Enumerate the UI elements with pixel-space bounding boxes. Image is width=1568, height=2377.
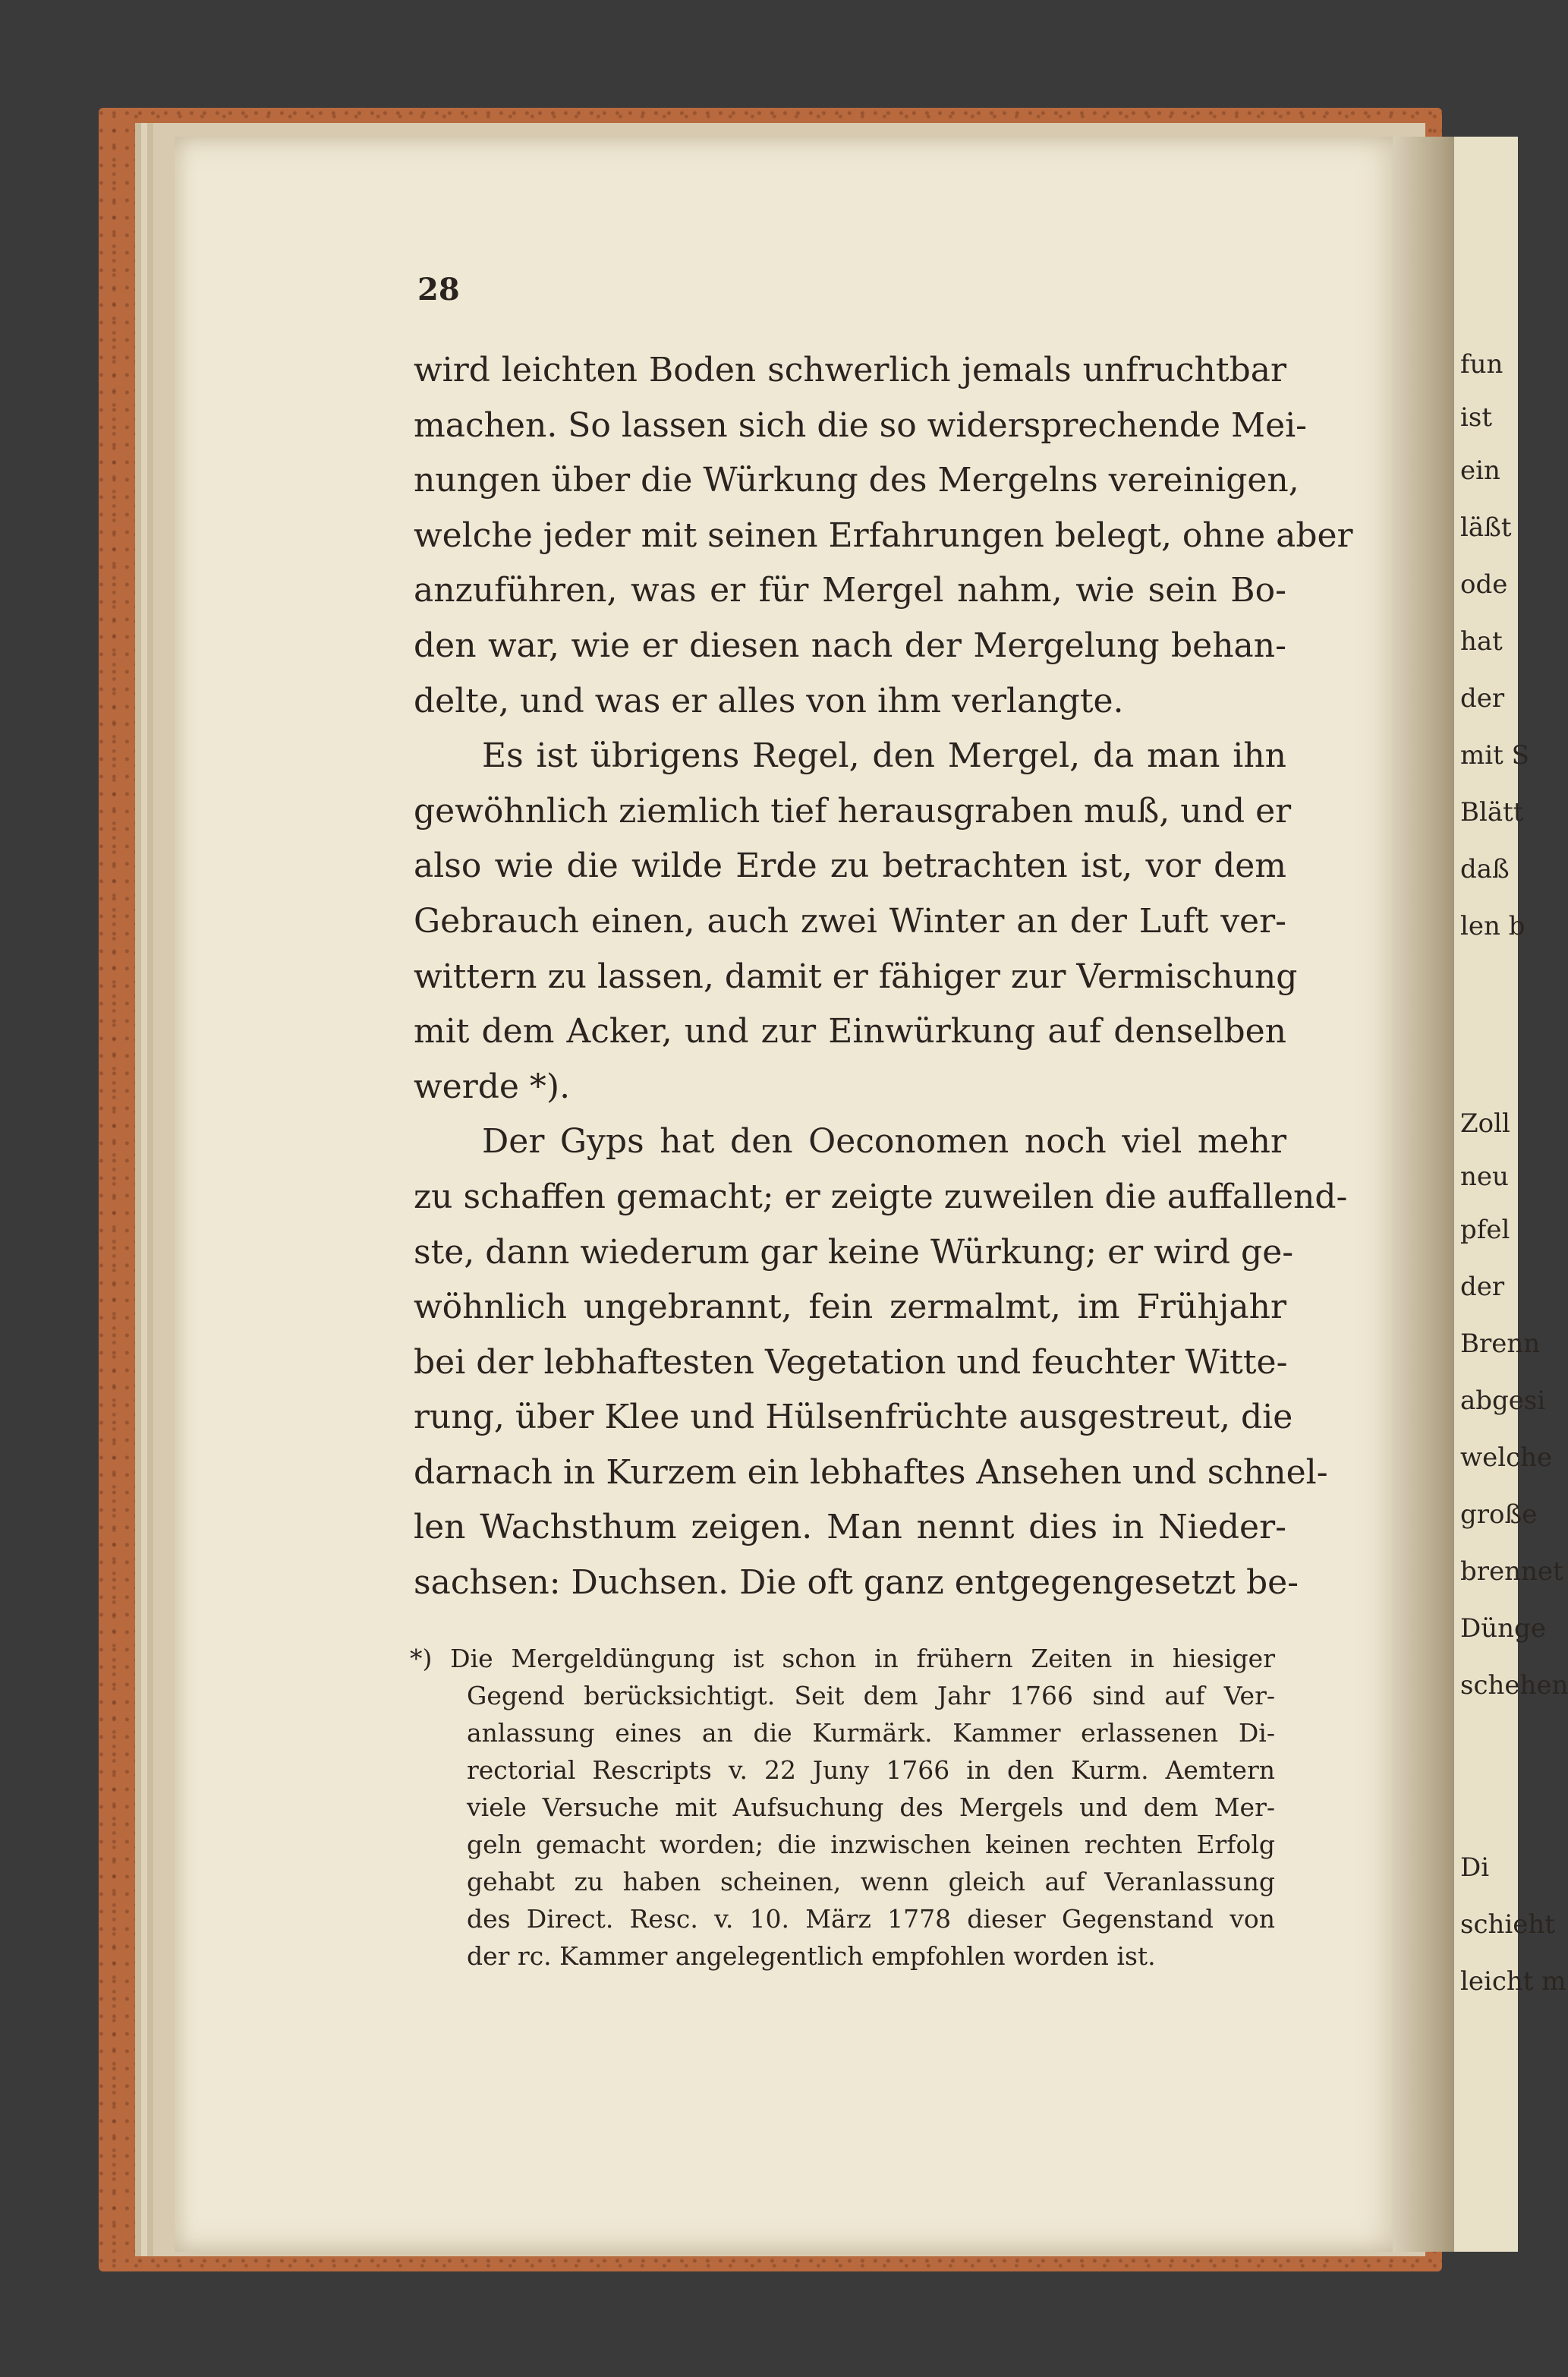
body-line: Gebrauch einen, auch zwei Winter an der Luft ver- [414, 901, 1286, 941]
footnote-line: *) Die Mergeldüngung ist schon in frühern Zeiten in hiesiger [410, 1644, 1275, 1673]
book-page-right-fragment [1454, 137, 1568, 2252]
body-line: also wie die wilde Erde zu betrachten ist, vor dem [414, 846, 1286, 886]
next-page-fragment: hat [1460, 626, 1503, 657]
footnote [410, 1640, 1275, 1975]
next-page-fragment: leicht m [1460, 1966, 1566, 1997]
next-page-fragment: schieht [1460, 1909, 1555, 1940]
next-page-fragment: Blätt [1460, 797, 1524, 828]
body-line: den war, wie er diesen nach der Mergelung behan- [414, 626, 1286, 665]
body-line: delte, und was er alles von ihm verlangte. [414, 681, 1124, 720]
next-page-fragment: der [1460, 1272, 1505, 1302]
body-line: wöhnlich ungebrannt, fein zermalmt, im Frühjahr [414, 1288, 1286, 1327]
footnote-line: des Direct. Resc. v. 10. März 1778 dieser Gegenstand von [467, 1904, 1275, 1934]
body-line: Der Gyps hat den Oeconomen noch viel mehr [482, 1122, 1286, 1162]
body-line: anzuführen, was er für Mergel nahm, wie sein Bo- [414, 571, 1286, 610]
body-line: wittern zu lassen, damit er fähiger zur Vermischung [414, 957, 1298, 996]
page-number: 28 [417, 272, 460, 307]
body-line: nungen über die Würkung des Mergelns vereinigen, [414, 461, 1299, 500]
next-page-fragment: Di [1460, 1852, 1490, 1883]
next-page-fragment: Zoll [1460, 1108, 1510, 1139]
body-line: len Wachsthum zeigen. Man nennt dies in Nieder- [414, 1508, 1286, 1547]
body-line: bei der lebhaftesten Vegetation und feuchter Witte- [414, 1342, 1288, 1382]
footnote-line: der rc. Kammer angelegentlich empfohlen worden ist. [467, 1941, 1156, 1971]
body-text [414, 343, 1353, 1611]
next-page-fragment: ode [1460, 569, 1508, 600]
next-page-fragment: läßt [1460, 512, 1512, 543]
footnote-line: viele Versuche mit Aufsuchung des Mergels und dem Mer- [467, 1792, 1275, 1822]
next-page-fragment: fun [1460, 349, 1503, 380]
next-page-fragment: neu [1460, 1162, 1509, 1192]
body-line: darnach in Kurzem ein lebhaftes Ansehen und schnel- [414, 1452, 1328, 1492]
next-page-fragment: der [1460, 683, 1505, 714]
next-page-fragment: Brenn [1460, 1329, 1541, 1359]
next-page-fragment: welche [1460, 1442, 1553, 1473]
next-page-fragment: brennet [1460, 1556, 1563, 1587]
next-page-fragment: schehen [1460, 1670, 1568, 1701]
body-line: welche jeder mit seinen Erfahrungen belegt, ohne aber [414, 515, 1353, 555]
body-line: gewöhnlich ziemlich tief herausgraben muß, und er [414, 791, 1292, 831]
footnote-line: gehabt zu haben scheinen, wenn gleich auf Veranlassung [467, 1867, 1275, 1896]
body-line: mit dem Acker, und zur Einwürkung auf denselben [414, 1012, 1286, 1051]
body-line: ste, dann wiederum gar keine Würkung; er wird ge- [414, 1232, 1294, 1272]
body-line: sachsen: Duchsen. Die oft ganz entgegengesetzt be- [414, 1563, 1299, 1603]
body-line: wird leichten Boden schwerlich jemals unfruchtbar [414, 351, 1286, 389]
body-line: werde *). [414, 1067, 571, 1106]
body-line: machen. So lassen sich die so widersprechende Mei- [414, 405, 1308, 445]
next-page-fragment: große [1460, 1499, 1538, 1530]
next-page-fragment: mit S [1460, 740, 1529, 771]
next-page-fragment: Dünge [1460, 1613, 1546, 1644]
footnote-line: Gegend berücksichtigt. Seit dem Jahr 1766 sind auf Ver- [467, 1681, 1275, 1710]
body-line: zu schaffen gemacht; er zeigte zuweilen die auffallend- [414, 1177, 1348, 1216]
body-line: Es ist übrigens Regel, den Mergel, da man ihn [482, 736, 1286, 776]
next-page-fragment: ein [1460, 456, 1500, 486]
footnote-line: geln gemacht worden; die inzwischen keinen rechten Erfolg [467, 1830, 1275, 1859]
next-page-fragment: abgesi [1460, 1386, 1546, 1416]
footnote-line: anlassung eines an die Kurmärk. Kammer erlassenen Di- [467, 1718, 1275, 1748]
footnote-line: rectorial Rescripts v. 22 Juny 1766 in den Kurm. Aemtern [467, 1755, 1275, 1785]
next-page-fragment: len b [1460, 911, 1525, 941]
next-page-fragment: daß [1460, 854, 1510, 884]
next-page-fragment: ist [1460, 402, 1492, 433]
body-line: rung, über Klee und Hülsenfrüchte ausgestreut, die [414, 1398, 1293, 1437]
next-page-fragment: pfel [1460, 1215, 1510, 1245]
